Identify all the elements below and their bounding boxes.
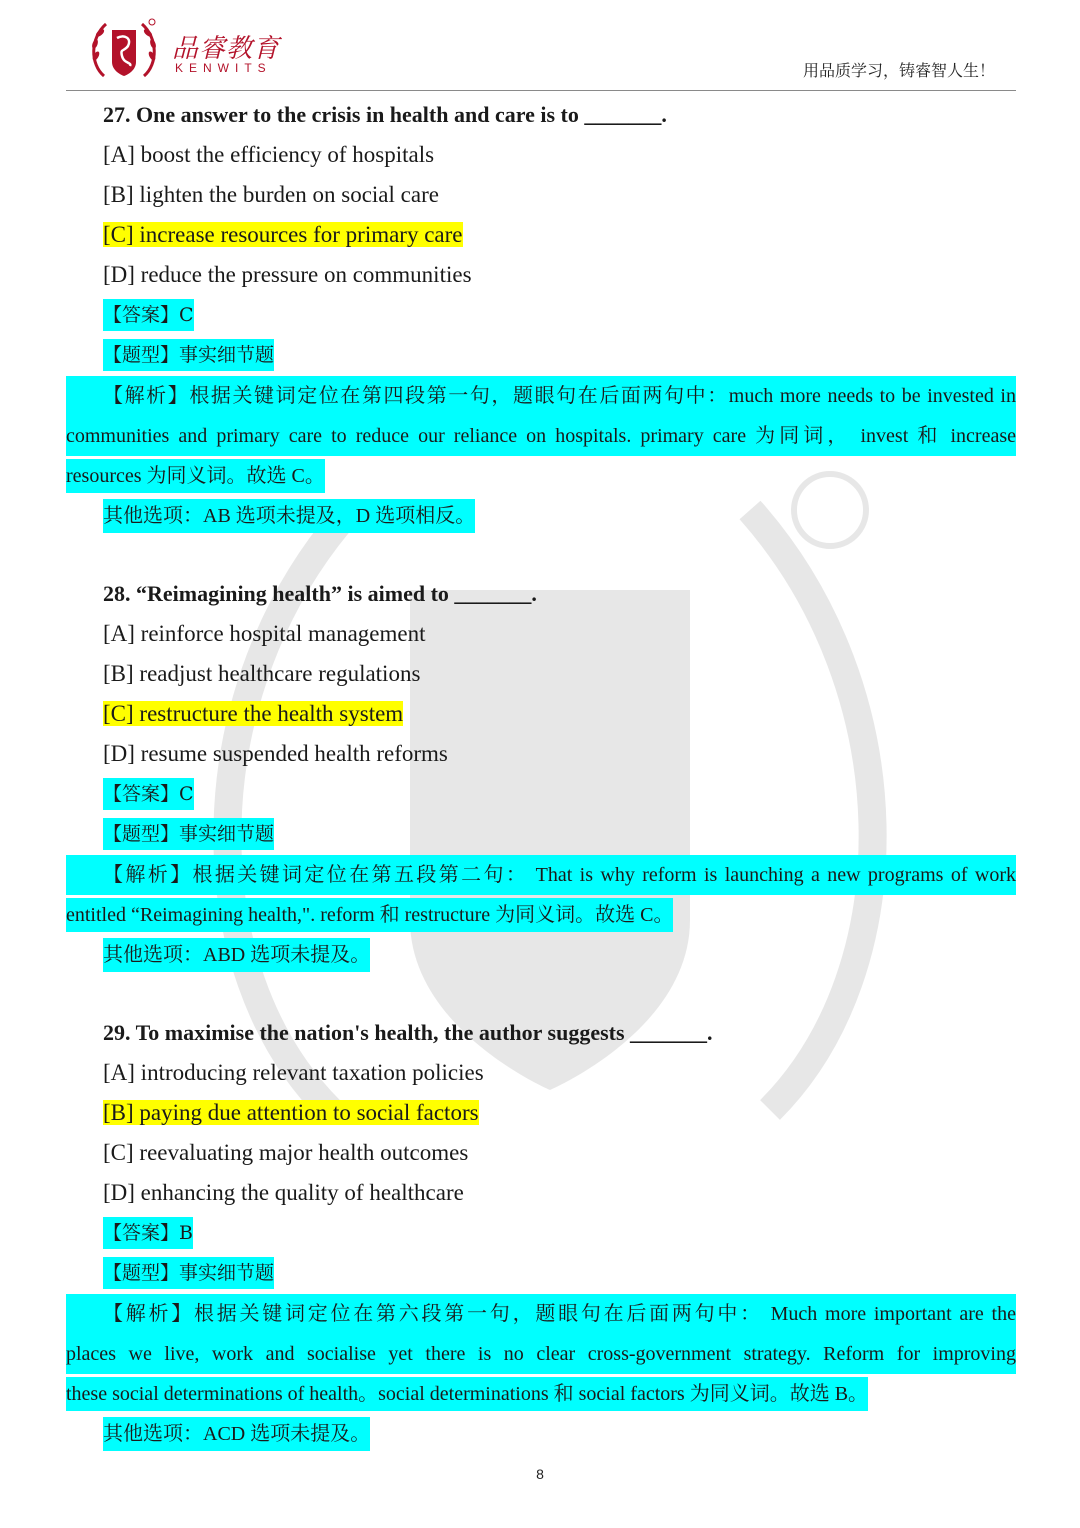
question-28-option-d: [D] resume suspended health reforms — [103, 741, 448, 766]
question-28-answer: 【答案】C — [103, 778, 194, 810]
question-27-option-d: [D] reduce the pressure on communities — [103, 262, 472, 287]
question-29-option-d: [D] enhancing the quality of healthcare — [103, 1180, 464, 1205]
analysis-line: 【解析】根据关键词定位在第四段第一句，题眼句在后面两句中：much more needs to be invested in — [66, 376, 1016, 416]
question-27-other-options: 其他选项：AB 选项未提及，D 选项相反。 — [103, 499, 475, 533]
question-28-option-c: [C] restructure the health system — [103, 701, 404, 726]
question-28-type: 【题型】事实细节题 — [103, 818, 274, 850]
question-27-option-a: [A] boost the efficiency of hospitals — [103, 142, 435, 167]
question-29-stem: 29. To maximise the nation's health, the author suggests _______. — [103, 1020, 713, 1045]
analysis-line: entitled “Reimagining health,". reform 和 restructure 为同义词。故选 C。 — [66, 898, 673, 932]
question-29-option-c: [C] reevaluating major health outcomes — [103, 1140, 469, 1165]
logo-english-name: KENWITS — [175, 61, 272, 75]
question-27-analysis — [66, 376, 1016, 536]
question-28-option-a: [A] reinforce hospital management — [103, 621, 426, 646]
question-28-stem: 28. “Reimagining health” is aimed to _______. — [103, 581, 537, 606]
question-27-type: 【题型】事实细节题 — [103, 339, 274, 371]
question-29-analysis — [66, 1294, 1016, 1454]
logo-chinese-name: 品睿教育 — [172, 34, 281, 64]
question-28-option-b: [B] readjust healthcare regulations — [103, 661, 421, 686]
analysis-line: 【解析】根据关键词定位在第五段第二句： That is why reform is launching a new programs of work — [66, 855, 1016, 895]
question-27-stem: 27. One answer to the crisis in health and care is to _______. — [103, 102, 667, 127]
question-27-option-b: [B] lighten the burden on social care — [103, 182, 439, 207]
question-29-type: 【题型】事实细节题 — [103, 1257, 274, 1289]
question-29-option-a: [A] introducing relevant taxation policies — [103, 1060, 484, 1085]
kenwits-laurel-logo-icon — [86, 16, 162, 84]
question-28-analysis — [66, 855, 1016, 975]
analysis-line: communities and primary care to reduce our reliance on hospitals. primary care 为同词， invest 和 increase — [66, 416, 1016, 456]
question-27-answer: 【答案】C — [103, 299, 194, 331]
question-29-option-b: [B] paying due attention to social factors — [103, 1100, 479, 1125]
analysis-line: resources 为同义词。故选 C。 — [66, 459, 325, 493]
header-slogan: 用品质学习，铸睿智人生！ — [802, 61, 995, 80]
header-divider — [66, 90, 1016, 91]
question-27-option-c: [C] increase resources for primary care — [103, 222, 463, 247]
page-number: 8 — [536, 1466, 544, 1482]
analysis-line: places we live, work and socialise yet there is no clear cross-government strategy. Reform for improving — [66, 1334, 1016, 1374]
question-28-other-options: 其他选项：ABD 选项未提及。 — [103, 938, 370, 972]
page-header — [0, 0, 1080, 92]
question-29-answer: 【答案】B — [103, 1217, 193, 1249]
analysis-line: these social determinations of health。social determinations 和 social factors 为同义词。故选 B。 — [66, 1377, 868, 1411]
analysis-line: 【解析】根据关键词定位在第六段第一句，题眼句在后面两句中： Much more important are the — [66, 1294, 1016, 1334]
question-29-other-options: 其他选项：ACD 选项未提及。 — [103, 1417, 370, 1451]
